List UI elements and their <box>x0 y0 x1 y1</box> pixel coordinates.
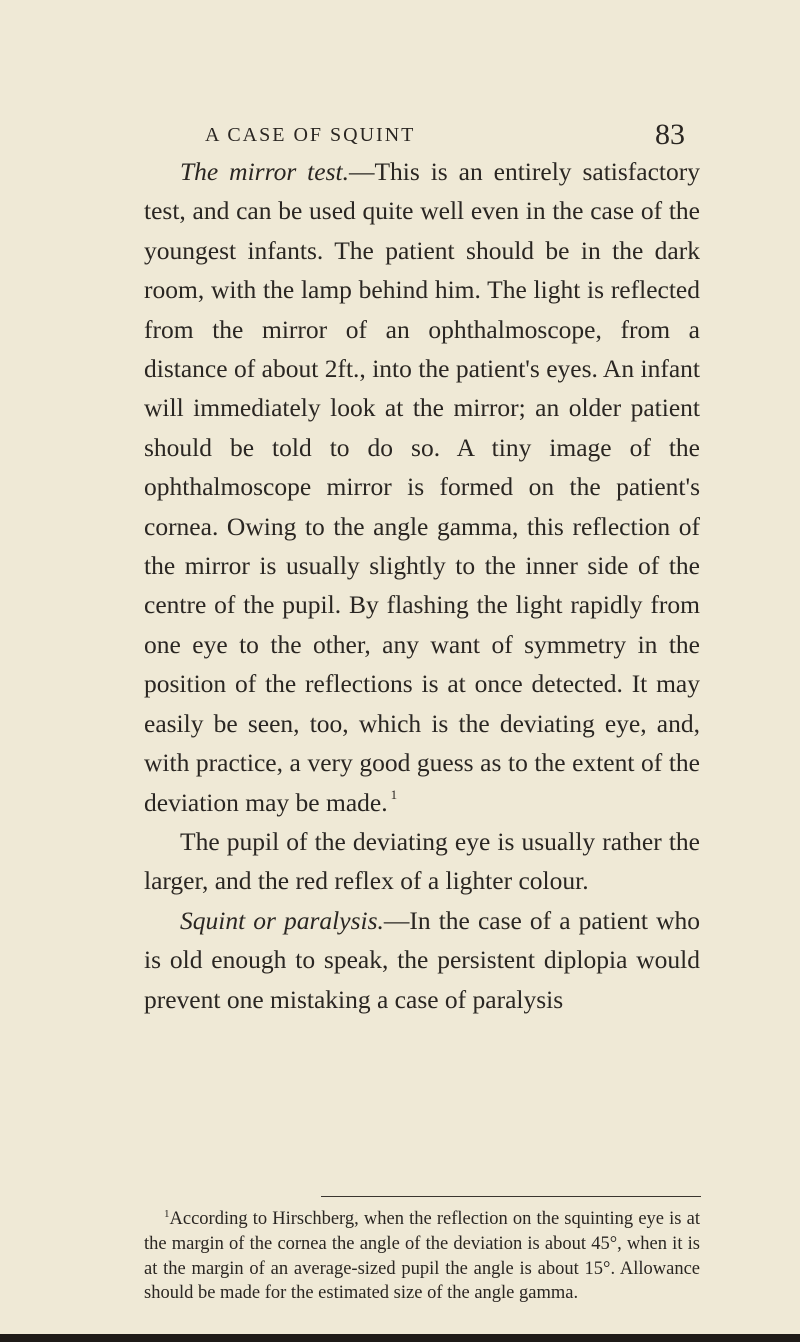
paragraph-text: —This is an entirely satisfactory test, and can be used quite well even in the case of the youngest infants. The patient should be in the dark room, with the lamp behind him. The light is reflected from the mirror of an ophthalmoscope, from a distance of about 2ft., into the patient's eyes. An infant will immediately look at the mirror; an older patient should be told to do so. A tiny image of the ophthalmoscope mirror is formed on the patient's cornea. Owing to the angle gamma, this reflection of the mirror is usually slightly to the inner side of the centre of the pupil. By flashing the light rapidly from one eye to the other, any want of symmetry in the position of the reflections is at once detected. It may easily be seen, too, which is the deviating eye, and, with practice, a very good guess as to the extent of the deviation may be made. <box>144 157 700 817</box>
body-text <box>144 152 700 1019</box>
footnote <box>144 1207 700 1306</box>
section-heading-mirror-test: The mirror test. <box>180 157 349 186</box>
page-number: 83 <box>655 118 685 151</box>
paragraph-text: —In the case of a patient who is old enough to speak, the persistent diplopia would prevent one mistaking a case of paralysis <box>144 905 700 1014</box>
paragraph-squint-or-paralysis <box>144 901 700 1019</box>
footnote-text: According to Hirschberg, when the reflection on the squinting eye is at the margin of the cornea the angle of the deviation is about 45°, when it is at the margin of an average-sized pupil the angle is about 15°. Allowance should be made for the estimated size of the angle gamma. <box>144 1209 700 1304</box>
page-bottom-edge <box>0 1334 800 1342</box>
running-title: A CASE OF SQUINT <box>205 124 416 146</box>
footnote-marker: 1 <box>164 1208 170 1220</box>
footnote-divider <box>321 1196 701 1197</box>
footnote-reference: 1 <box>390 786 398 802</box>
paragraph-mirror-test <box>144 152 700 822</box>
section-heading-squint-or-paralysis: Squint or paralysis. <box>180 905 384 935</box>
paragraph-text: The pupil of the deviating eye is usually rather the larger, and the red reflex of a lighter colour. <box>144 826 700 896</box>
paragraph-pupil <box>144 822 700 901</box>
